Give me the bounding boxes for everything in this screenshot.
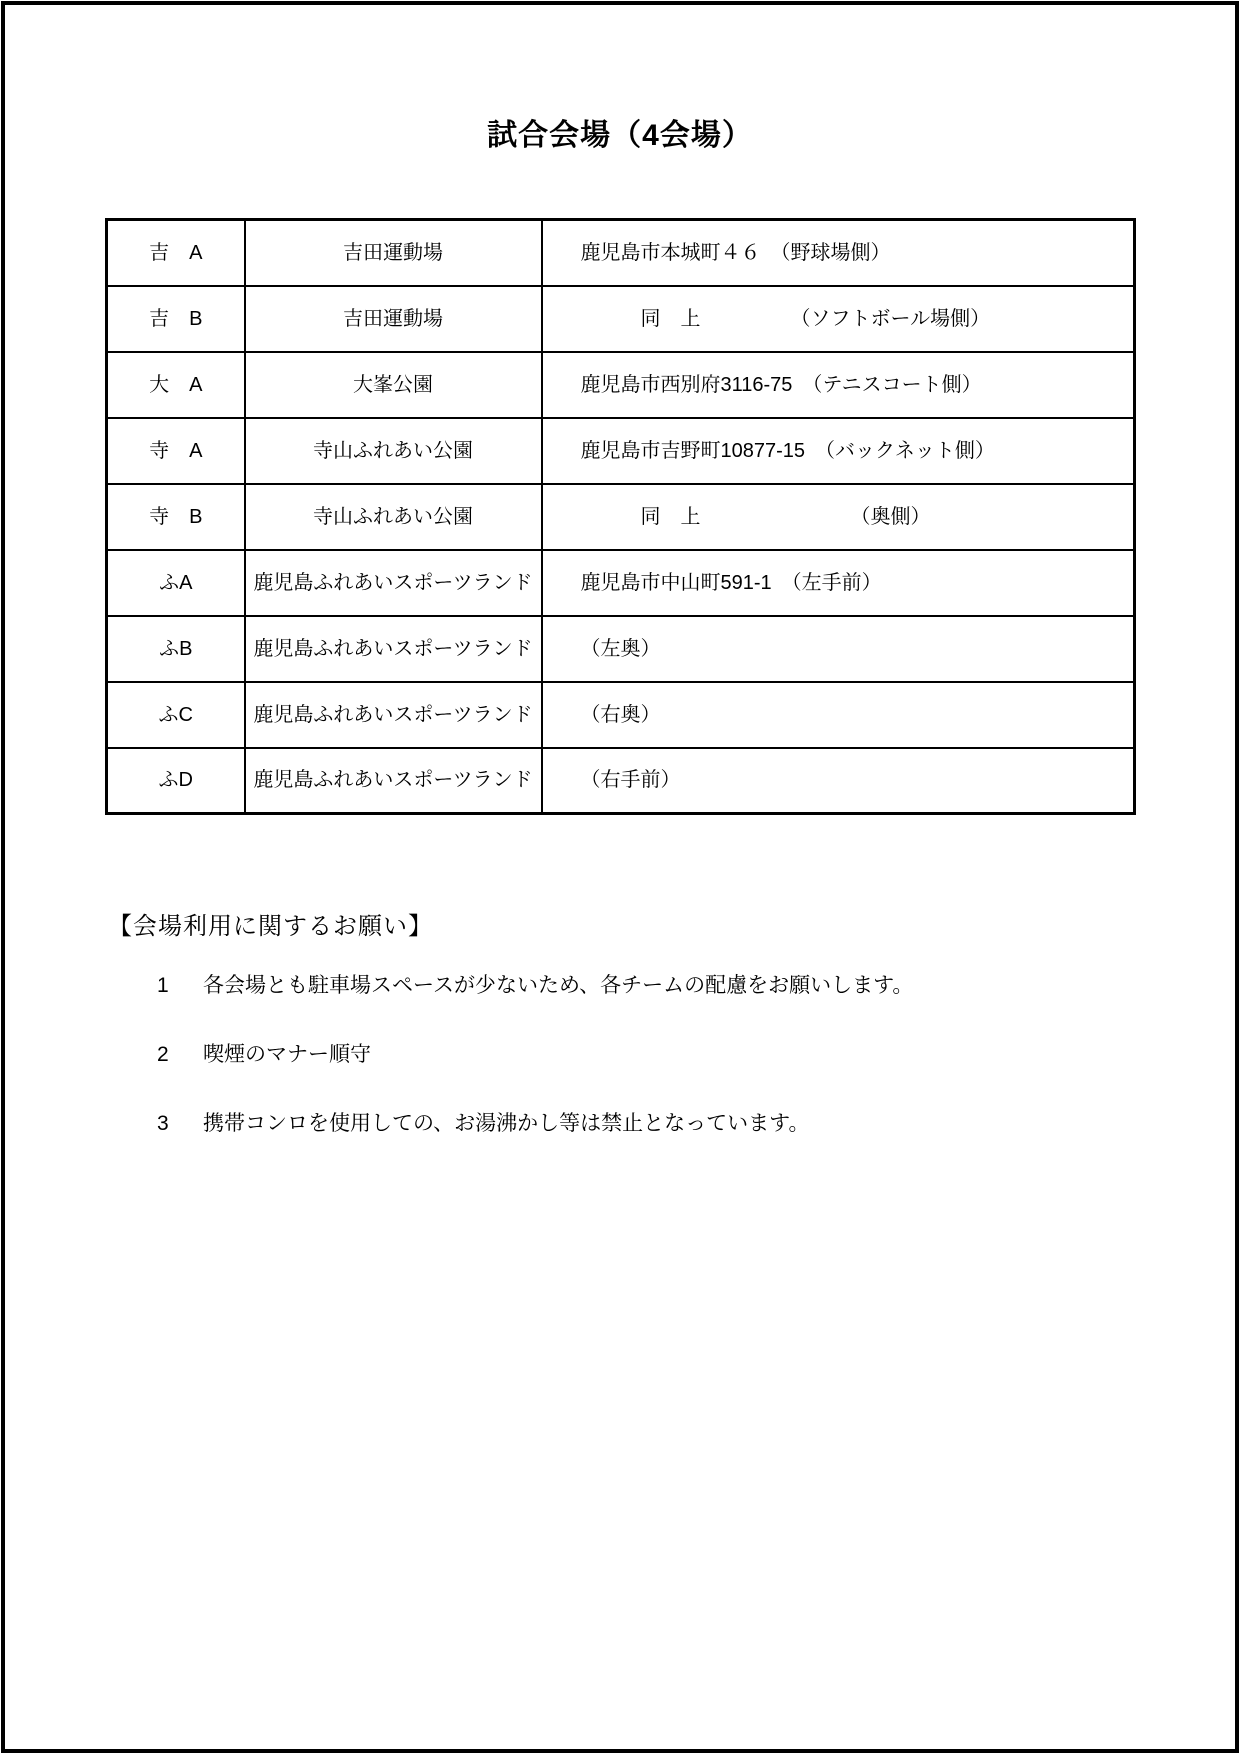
venue-name: 鹿児島ふれあいスポーツランド — [245, 616, 542, 682]
venue-address: （右手前） — [542, 748, 1135, 814]
table-row — [107, 220, 1135, 286]
table-row — [107, 682, 1135, 748]
notice-item — [157, 972, 913, 999]
venue-code: ふA — [107, 550, 245, 616]
venue-address: （右奥） — [542, 682, 1135, 748]
venue-address: 鹿児島市中山町591-1 （左手前） — [542, 550, 1135, 616]
table-row — [107, 550, 1135, 616]
venue-address: 鹿児島市西別府3116-75 （テニスコート側） — [542, 352, 1135, 418]
notice-item-number: 2 — [157, 1043, 169, 1066]
table-row — [107, 484, 1135, 550]
venue-address: 同 上 （ソフトボール場側） — [542, 286, 1135, 352]
venue-name: 鹿児島ふれあいスポーツランド — [245, 682, 542, 748]
venue-code: ふB — [107, 616, 245, 682]
notice-item-text: 各会場とも駐車場スペースが少ないため、各チームの配慮をお願いします。 — [203, 974, 914, 997]
venue-name: 寺山ふれあい公園 — [245, 484, 542, 550]
venue-code: ふD — [107, 748, 245, 814]
venue-address: 鹿児島市本城町４６ （野球場側） — [542, 220, 1135, 286]
table-row — [107, 352, 1135, 418]
venue-name: 鹿児島ふれあいスポーツランド — [245, 550, 542, 616]
venues-table — [105, 218, 1136, 815]
venue-name: 大峯公園 — [245, 352, 542, 418]
notice-item-number: 1 — [157, 974, 169, 997]
venue-name: 吉田運動場 — [245, 220, 542, 286]
venue-code: ふC — [107, 682, 245, 748]
notice-item-text: 喫煙のマナー順守 — [203, 1043, 371, 1066]
venue-address: 鹿児島市吉野町10877-15 （バックネット側） — [542, 418, 1135, 484]
venue-name: 鹿児島ふれあいスポーツランド — [245, 748, 542, 814]
notice-item-number: 3 — [157, 1112, 169, 1135]
venue-code: 寺 A — [107, 418, 245, 484]
venue-address: 同 上 （奥側） — [542, 484, 1135, 550]
notice-heading: 【会場利用に関するお願い】 — [108, 913, 433, 940]
page-title: 試合会場（4会場） — [487, 119, 753, 152]
table-row — [107, 616, 1135, 682]
venue-address: （左奥） — [542, 616, 1135, 682]
venue-name: 吉田運動場 — [245, 286, 542, 352]
venue-code: 寺 B — [107, 484, 245, 550]
table-row — [107, 748, 1135, 814]
notice-item — [157, 1041, 913, 1068]
table-row — [107, 418, 1135, 484]
venue-name: 寺山ふれあい公園 — [245, 418, 542, 484]
notice-list — [157, 972, 913, 1137]
notice-item — [157, 1110, 913, 1137]
notice-item-text: 携帯コンロを使用しての、お湯沸かし等は禁止となっています。 — [203, 1112, 810, 1135]
venue-code: 吉 B — [107, 286, 245, 352]
venue-code: 吉 A — [107, 220, 245, 286]
venue-code: 大 A — [107, 352, 245, 418]
table-row — [107, 286, 1135, 352]
